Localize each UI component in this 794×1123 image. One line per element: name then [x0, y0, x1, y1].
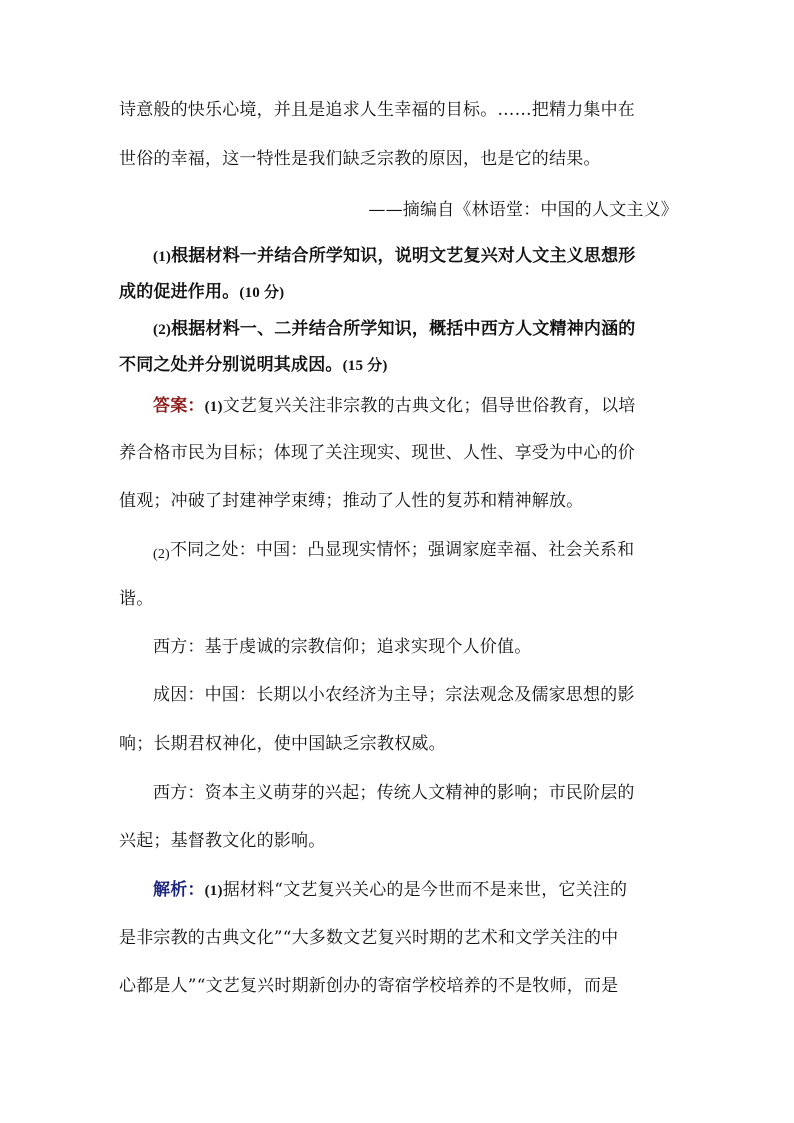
answer-west-cause-cont: [119, 830, 679, 852]
analysis-number: (1): [204, 883, 223, 899]
analysis-label: 解析：: [153, 880, 205, 900]
question-1: [153, 245, 679, 268]
answer-cause-line-2: 响；长期君权神化，使中国缺乏宗教权威。: [119, 734, 446, 754]
answer-1-number: (1): [204, 399, 223, 415]
answer-1-line-3: 值观；冲破了封建神学束缚；推动了人性的复苏和精神解放。: [119, 491, 584, 511]
question-1-score: (10 分): [239, 285, 285, 301]
answer-west: [153, 636, 679, 658]
answer-1-cont: [119, 442, 679, 464]
answer-label: 答案：: [153, 396, 205, 416]
answer-2: [153, 539, 679, 563]
question-2-number: (2): [153, 322, 172, 338]
analysis: [153, 879, 679, 902]
question-1-line-2: 成的促进作用。: [119, 282, 240, 302]
answer-cause: [153, 684, 679, 706]
question-2-cont: [119, 354, 679, 377]
answer-west-cause-line-1: 西方：资本主义萌芽的兴起；传统人文精神的影响；市民阶层的: [153, 783, 635, 803]
analysis-line-1: 据材料“文艺复兴关心的是今世而不是来世，它关注的: [222, 880, 628, 900]
material-text-line: [119, 99, 679, 121]
analysis-cont: [119, 927, 679, 949]
material-text-line: [119, 148, 679, 170]
question-1-line-1: 根据材料一并结合所学知识，说明文艺复兴对人文主义思想形: [171, 246, 636, 266]
answer-2-cont: [119, 588, 679, 610]
answer-1-line-1: 文艺复兴关注非宗教的古典文化；倡导世俗教育，以培: [222, 396, 636, 416]
analysis-line-2: 是非宗教的古典文化”“大多数文艺复兴时期的艺术和文学关注的中: [119, 928, 619, 948]
analysis-cont: [119, 975, 679, 997]
question-2: [153, 318, 679, 341]
answer-1-line-2: 养合格市民为目标；体现了关注现实、现世、人性、享受为中心的价: [119, 443, 635, 463]
question-1-cont: [119, 281, 679, 304]
question-2-line-1: 根据材料一、二并结合所学知识，概括中西方人文精神内涵的: [171, 319, 636, 339]
answer-1-cont: [119, 490, 679, 512]
question-2-score: (15 分): [342, 358, 388, 374]
answer-cause-line-1: 成因：中国：长期以小农经济为主导；宗法观念及儒家思想的影: [153, 685, 635, 705]
question-1-number: (1): [153, 249, 172, 265]
answer-2-number: (2): [153, 547, 170, 562]
answer-2-line-2: 谐。: [119, 589, 154, 609]
material-line-2: 世俗的幸福，这一特性是我们缺乏宗教的原因，也是它的结果。: [119, 149, 601, 169]
analysis-line-3: 心都是人”“文艺复兴时期新创办的寄宿学校培养的不是牧师，而是: [119, 976, 619, 996]
material-line-1: 诗意般的快乐心境，并且是追求人生幸福的目标。……把精力集中在: [119, 100, 635, 120]
question-2-line-2: 不同之处并分别说明其成因。: [119, 355, 343, 375]
answer-west-cause: [153, 782, 679, 804]
answer-cause-cont: [119, 733, 679, 755]
answer-1: [153, 395, 679, 418]
material-source: [368, 199, 678, 221]
answer-2-line-1: 不同之处：中国：凸显现实情怀；强调家庭幸福、社会关系和: [169, 540, 635, 560]
source-citation: ——摘编自《林语堂：中国的人文主义》: [368, 200, 678, 220]
answer-west-text: 西方：基于虔诚的宗教信仰；追求实现个人价值。: [153, 637, 532, 657]
answer-west-cause-line-2: 兴起；基督教文化的影响。: [119, 831, 326, 851]
